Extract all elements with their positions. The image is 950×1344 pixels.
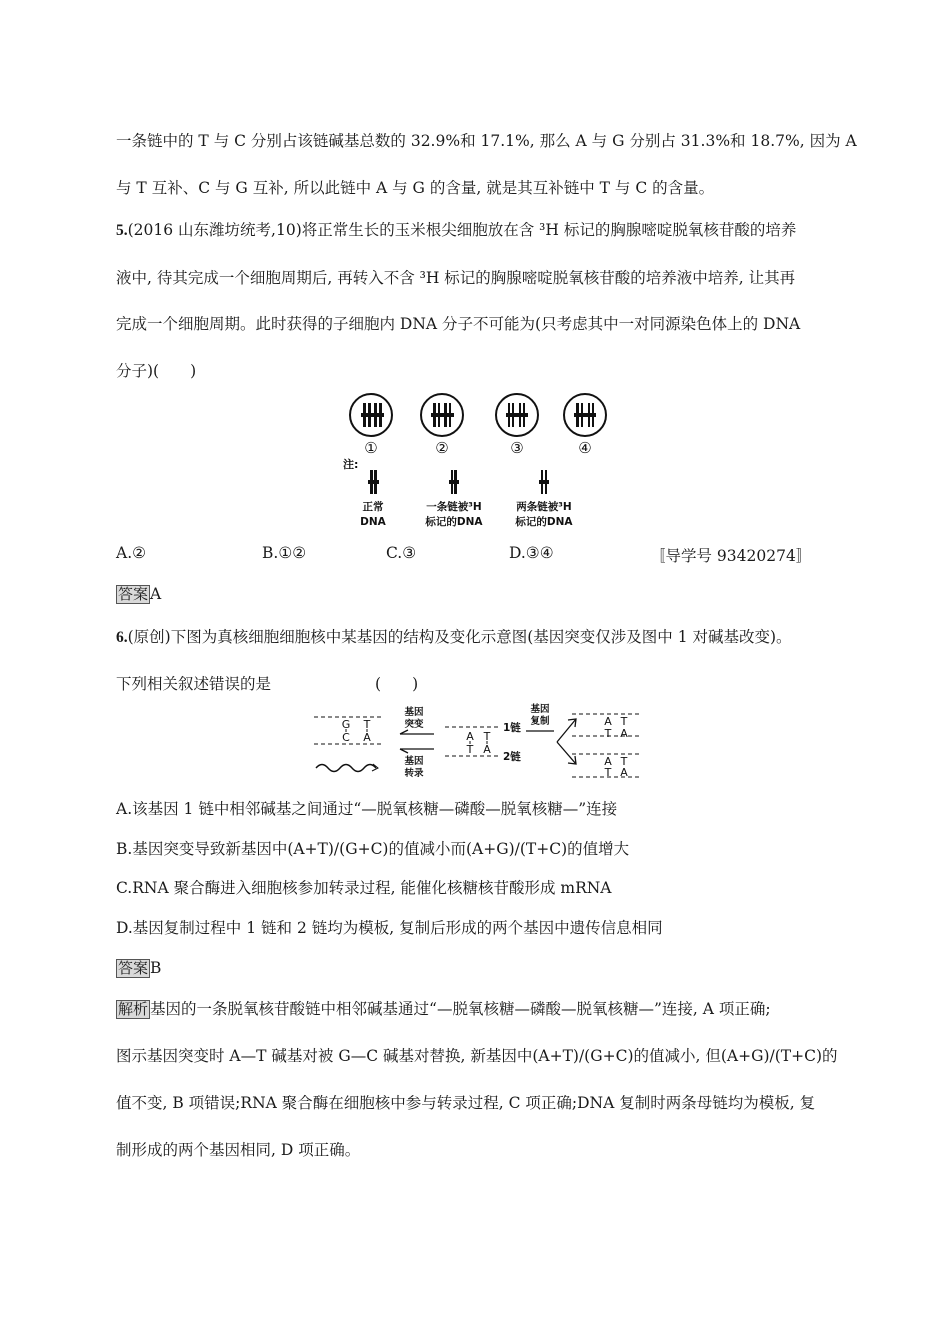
legend-1-line-2: DNA — [360, 516, 386, 528]
base-rl-t: T — [620, 755, 628, 768]
base-ru-a: A — [604, 715, 612, 728]
left-gene — [314, 717, 384, 772]
base-left-g: G — [341, 718, 351, 731]
note-label: 注: — [343, 458, 359, 471]
cell-3-label: ③ — [510, 439, 524, 457]
q5-line-1 — [116, 220, 796, 241]
replication-label-2: 复制 — [530, 716, 550, 727]
transcription-label-2: 转录 — [404, 768, 424, 779]
legend-1-line-1: 正常 — [362, 501, 384, 513]
chain-2-label: 2链 — [503, 751, 521, 763]
q6-answer-value: B — [150, 959, 162, 977]
q5-line-2: 液中, 待其完成一个细胞周期后, 再转入不含 ³H 标记的胸腺嘧啶脱氧核苷酸的培养液中培养, 让其再 — [116, 269, 796, 287]
legend-one-labeled-symbol — [449, 470, 459, 494]
base-center-t2: T — [466, 743, 474, 756]
replication-label-1: 基因 — [530, 704, 550, 715]
q5-answer-tag: 答案 — [118, 585, 149, 603]
q5-line-3: 完成一个细胞周期。此时获得的子细胞内 DNA 分子不可能为(只考虑其中一对同源染色体上的 DNA — [116, 315, 801, 333]
chain-1-label: 1链 — [503, 722, 521, 734]
q6-analysis-line-2: 图示基因突变时 A—T 碱基对被 G—C 碱基对替换, 新基因中(A+T)/(G+C)的值减小, 但(A+G)/(T+C)的 — [116, 1047, 838, 1065]
base-center-a2: A — [483, 743, 491, 756]
q6-option-b: B.基因突变导致新基因中(A+T)/(G+C)的值减小而(A+G)/(T+C)的值增大 — [116, 840, 630, 858]
cell-4 — [564, 394, 606, 457]
q6-number: 6. — [116, 629, 128, 646]
base-left-t: T — [363, 718, 371, 731]
q5-number: 5. — [116, 222, 128, 239]
intro-line-2: 与 T 互补、C 与 G 互补, 所以此链中 A 与 G 的含量, 就是其互补链中 T 与 C 的含量。 — [116, 179, 715, 197]
q6-line-1 — [116, 627, 792, 648]
base-ru-t: T — [620, 715, 628, 728]
q6-option-d: D.基因复制过程中 1 链和 2 链均为模板, 复制后形成的两个基因中遗传信息相同 — [116, 919, 663, 937]
right-upper-gene — [572, 714, 640, 740]
q5-option-b: B.①② — [262, 544, 307, 562]
mutation-label-1: 基因 — [404, 707, 424, 718]
q6-answer-tag: 答案 — [118, 959, 149, 977]
q6-answer-line — [116, 958, 161, 978]
base-ru-a2: A — [620, 727, 628, 740]
legend-3-line-1: 两条链被³H — [516, 501, 572, 513]
q6-paren: ( ) — [375, 675, 419, 693]
center-gene — [445, 721, 521, 763]
q6-text-2: 下列相关叙述错误的是 — [116, 675, 272, 693]
q5-line-4: 分子)( ) — [116, 362, 197, 380]
q5-answer-value: A — [150, 585, 162, 603]
q5-figure — [335, 390, 625, 535]
cell-4-label: ④ — [578, 439, 592, 457]
mutation-arrow — [400, 706, 434, 734]
q6-analysis-line-4: 制形成的两个基因相同, D 项正确。 — [116, 1141, 361, 1159]
q6-analysis-text-1: 基因的一条脱氧核苷酸链中相邻碱基通过“—脱氧核糖—磷酸—脱氧核糖—”连接, A 项正确; — [150, 1000, 771, 1018]
base-center-a: A — [466, 730, 474, 743]
base-left-a: A — [363, 731, 371, 744]
transcription-label-1: 基因 — [404, 756, 424, 767]
base-ru-t2: T — [604, 727, 612, 740]
legend-2-line-1: 一条链被³H — [426, 501, 482, 513]
cell-2 — [421, 394, 463, 457]
cell-2-label: ② — [435, 439, 449, 457]
q5-text-1: (2016 山东潍坊统考,10)将正常生长的玉米根尖细胞放在含 ³H 标记的胸腺嘧啶脱氧核苷酸的培养 — [127, 221, 797, 239]
legend-2-line-2: 标记的DNA — [425, 516, 483, 528]
q6-option-a: A.该基因 1 链中相邻碱基之间通过“—脱氧核糖—磷酸—脱氧核糖—”连接 — [116, 800, 618, 818]
q6-analysis-line-3: 值不变, B 项错误;RNA 聚合酶在细胞核中参与转录过程, C 项正确;DNA 复制时两条母链均为模板, 复 — [116, 1094, 816, 1112]
base-rl-a: A — [604, 755, 612, 768]
q5-option-a: A.② — [116, 544, 147, 562]
q6-text-1: (原创)下图为真核细胞细胞核中某基因的结构及变化示意图(基因突变仅涉及图中 1 对碱基改变)。 — [127, 628, 792, 646]
base-left-c: C — [342, 731, 350, 744]
base-rl-t2: T — [604, 766, 612, 779]
q6-analysis-line-1 — [116, 999, 771, 1019]
q5-option-d: D.③④ — [509, 544, 554, 562]
intro-line-1: 一条链中的 T 与 C 分别占该链碱基总数的 32.9%和 17.1%, 那么 A 与 G 分别占 31.3%和 18.7%, 因为 A — [116, 132, 857, 150]
q6-figure — [310, 700, 650, 788]
q5-answer-line — [116, 584, 161, 604]
q6-analysis-tag: 解析 — [118, 1000, 149, 1018]
cell-3 — [496, 394, 538, 457]
q5-option-c: C.③ — [386, 544, 417, 562]
cell-1-label: ① — [364, 439, 378, 457]
replication-arrows — [526, 703, 576, 764]
base-rl-a2: A — [620, 766, 628, 779]
cell-1 — [350, 394, 392, 457]
q5-reference-number: 〚导学号 93420274〛 — [650, 547, 812, 565]
legend-two-labeled-symbol — [539, 470, 549, 494]
right-lower-gene — [572, 754, 640, 779]
legend-3-line-2: 标记的DNA — [515, 516, 573, 528]
base-center-t: T — [483, 730, 491, 743]
q6-option-c: C.RNA 聚合酶进入细胞核参加转录过程, 能催化核糖核苷酸形成 mRNA — [116, 879, 612, 897]
q6-line-2 — [116, 674, 418, 694]
mutation-label-2: 突变 — [404, 719, 424, 730]
transcription-arrow — [400, 749, 434, 779]
legend-normal-dna-symbol — [368, 470, 379, 494]
